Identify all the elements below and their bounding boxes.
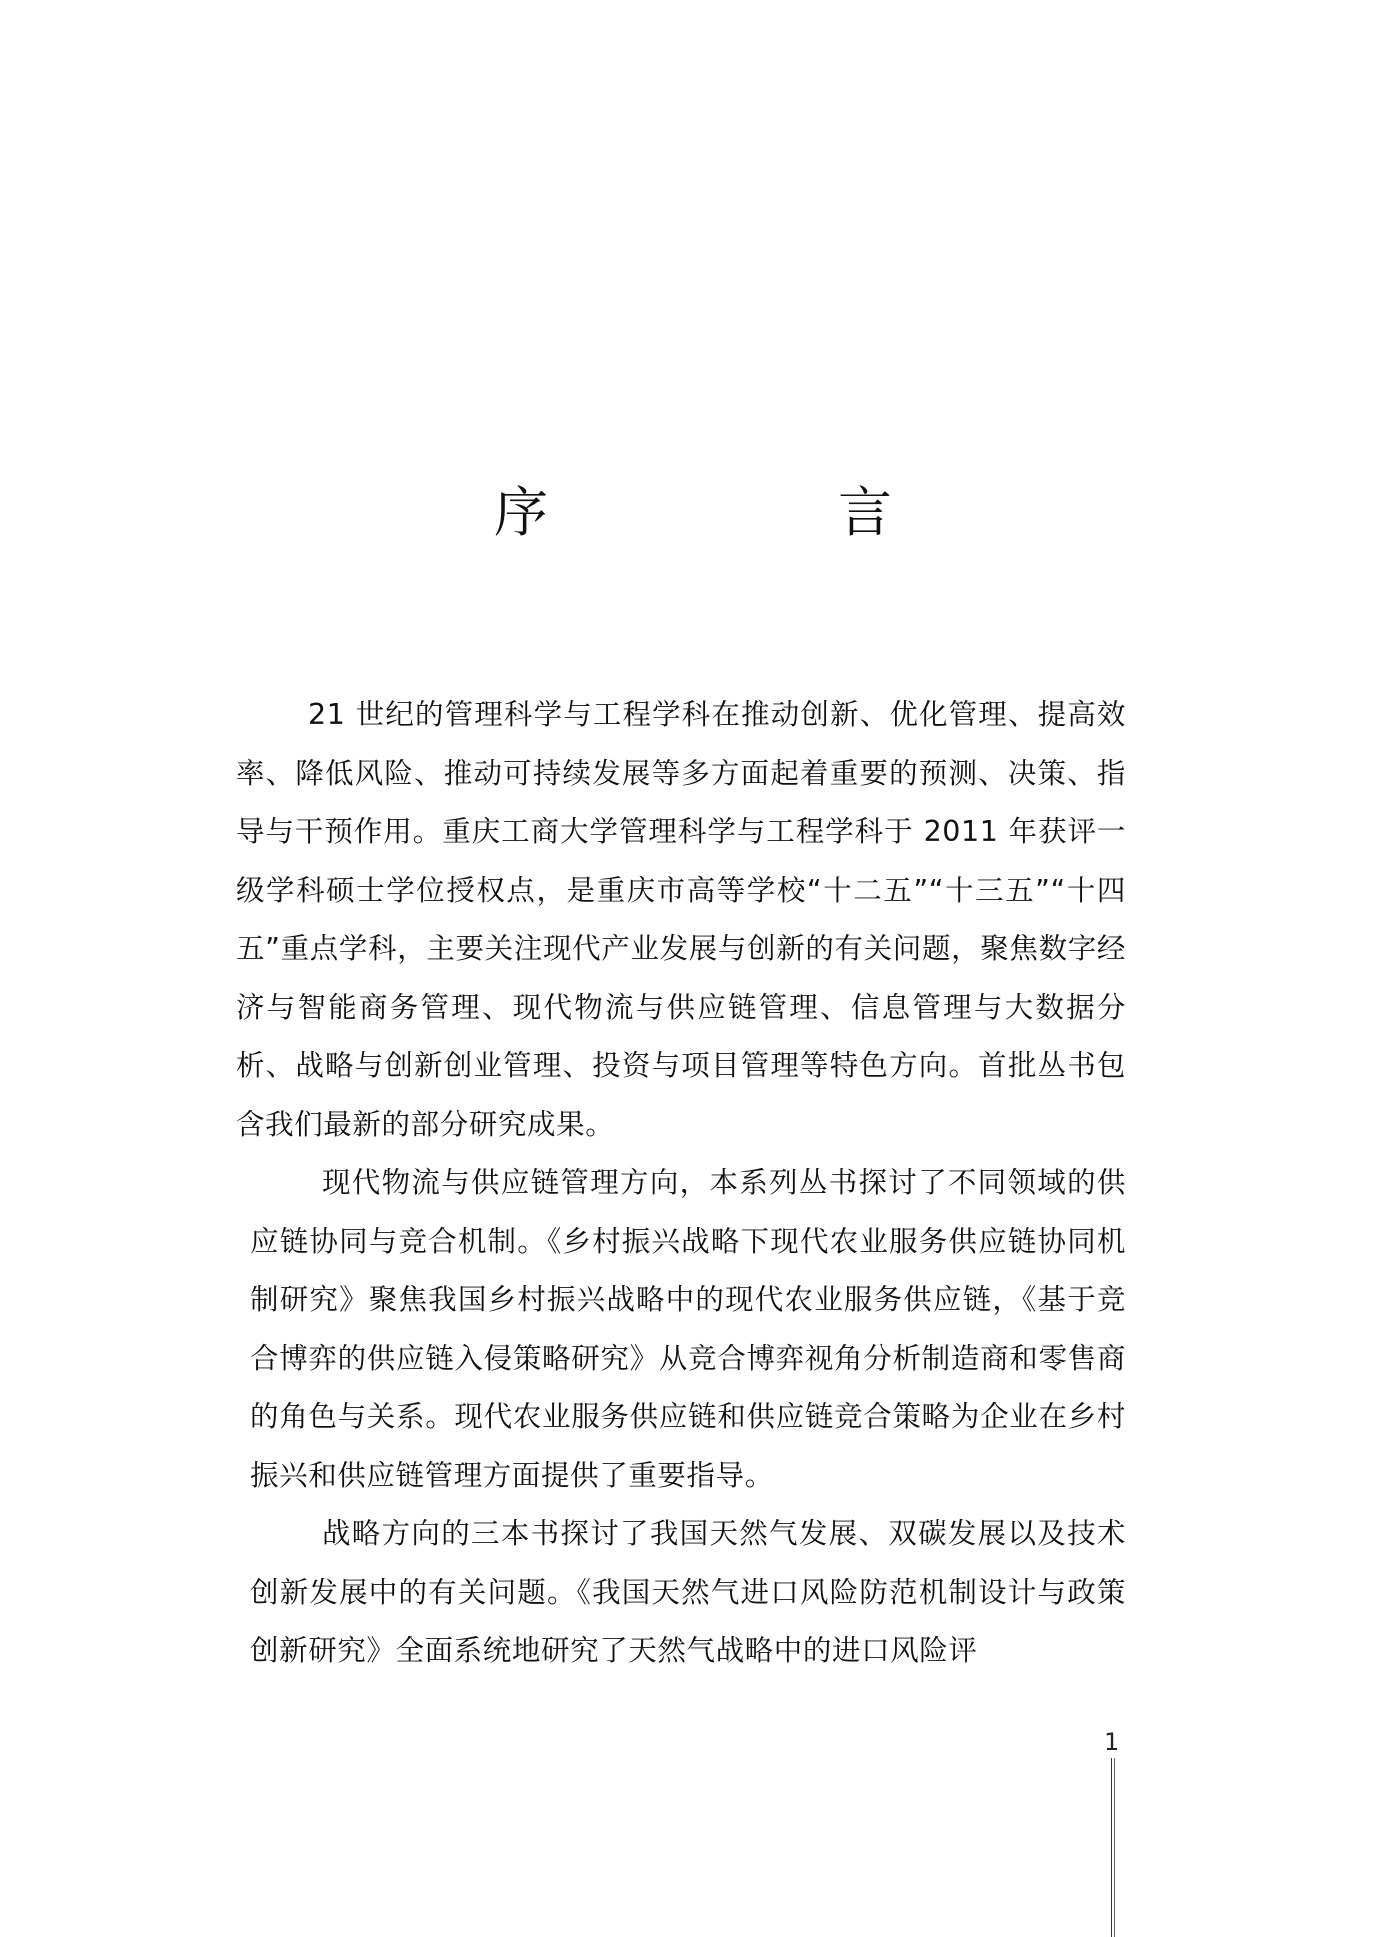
preface-body	[236, 686, 1126, 1681]
paragraph-3: 战略方向的三本书探讨了我国天然气发展、双碳发展以及技术创新发展中的有关问题。《我国天然气进口风险防范机制设计与政策创新研究》全面系统地研究了天然气战略中的进口风险评	[250, 1517, 1126, 1667]
paragraph-1: 21 世纪的管理科学与工程学科在推动创新、优化管理、提高效率、降低风险、推动可持续发展等多方面起着重要的预测、决策、指导与干预作用。重庆工商大学管理科学与工程学科于 2011 年获评一级学科硕士学位授权点，是重庆市高等学校“十二五”“十三五”“十四五”重点学科，主要关注现代产业发展与创新的有关问题，聚焦数字经济与智能商务管理、现代物流与供应链管理、信息管理与大数据分析、战略与创新创业管理、投资与项目管理等特色方向。首批丛书包含我们最新的部分研究成果。	[236, 698, 1126, 1141]
page-number: 1	[1104, 1728, 1120, 1756]
paragraph-2: 现代物流与供应链管理方向，本系列丛书探讨了不同领域的供应链协同与竞合机制。《乡村振兴战略下现代农业服务供应链协同机制研究》聚焦我国乡村振兴战略中的现代农业服务供应链，《基于竞合博弈的供应链入侵策略研究》从竞合博弈视角分析制造商和零售商的角色与关系。现代农业服务供应链和供应链竞合策略为企业在乡村振兴和供应链管理方面提供了重要指导。	[250, 1166, 1126, 1492]
page-edge-rule	[1111, 1758, 1112, 1937]
page-title: 序 言	[494, 481, 1010, 545]
page-edge-rule-secondary	[1114, 1758, 1115, 1937]
